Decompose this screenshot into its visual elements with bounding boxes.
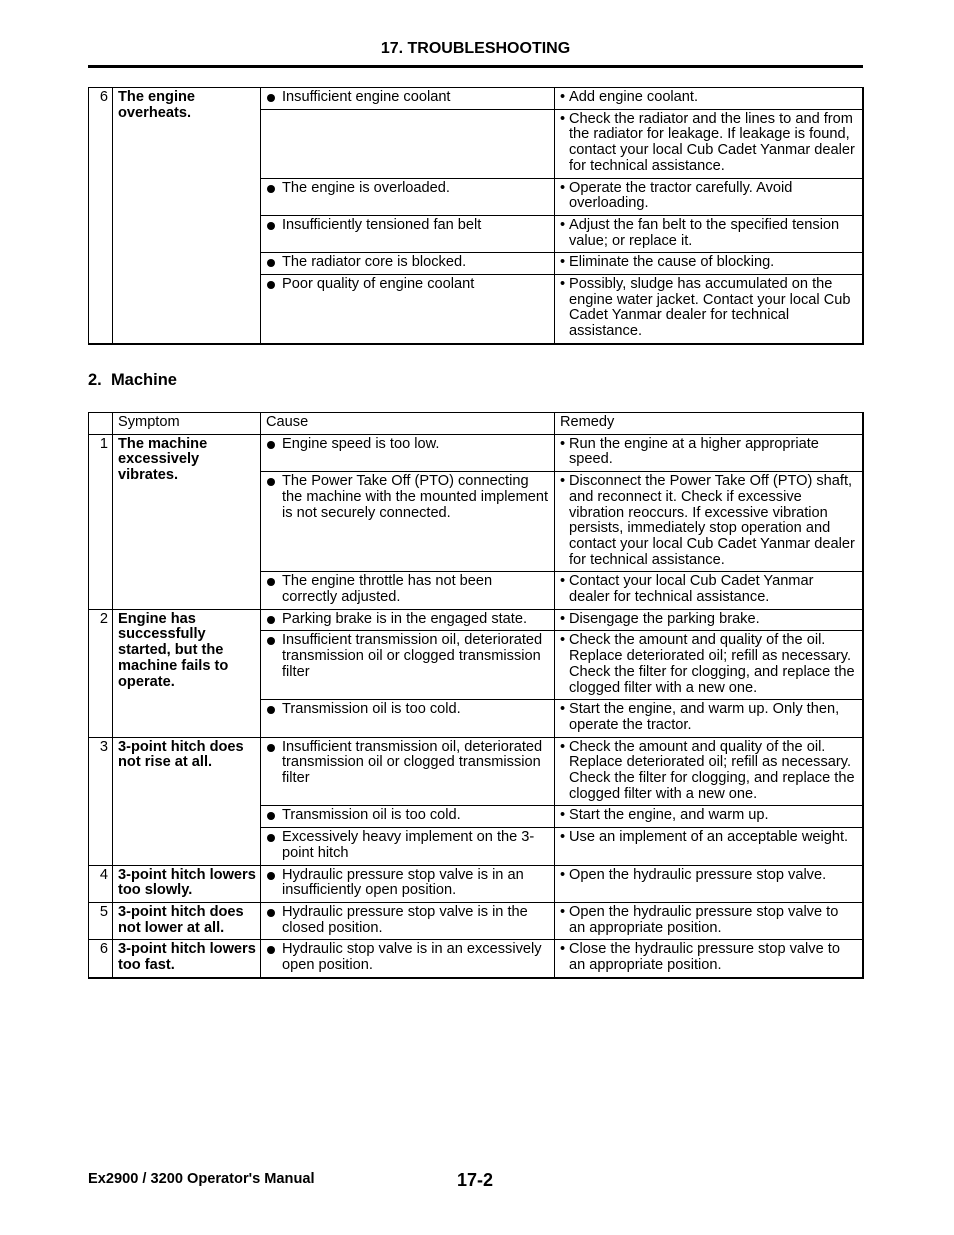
symptom-cell: Engine has successfully started, but the machine fails to operate. (113, 609, 261, 737)
remedy-cell (555, 609, 863, 631)
bullet-icon: • (560, 89, 566, 105)
row-number: 6 (89, 940, 113, 978)
remedy-cell (555, 902, 863, 939)
bullet-icon: • (560, 254, 566, 271)
cause-cell (261, 215, 555, 252)
remedy-text: Check the radiator and the lines to and from the radiator for leakage. If leakage is found, contact your local Cub Cadet Yanmar dealer for technical assistance. (569, 110, 855, 174)
bullet-icon: • (560, 807, 566, 824)
remedy-text: Start the engine, and warm up. (569, 807, 769, 824)
table-row (89, 737, 863, 806)
cause-item (266, 702, 550, 718)
section-name: Machine (110, 371, 177, 389)
symptom-cell: The machine excessively vibrates. (113, 434, 261, 609)
remedy-item (560, 740, 858, 803)
remedy-cell (555, 865, 863, 902)
table-row (89, 434, 863, 471)
cause-text: Hydraulic stop valve is in an excessively open position. (282, 941, 542, 974)
cause-text: Hydraulic pressure stop valve is in an insufficiently open position. (282, 866, 524, 899)
cause-item (266, 181, 550, 197)
row-number: 5 (89, 902, 113, 939)
page-header-title: 17. TROUBLESHOOTING (380, 40, 571, 57)
bullet-icon: • (560, 829, 566, 846)
footer-manual-title: Ex2900 / 3200 Operator's Manual (88, 1171, 315, 1187)
cause-item (266, 474, 550, 521)
bullet-icon: • (560, 941, 566, 958)
bullet-dot-icon (267, 478, 275, 486)
remedy-item (560, 868, 858, 884)
remedy-text: Disconnect the Power Take Off (PTO) shaft, and reconnect it. Check if excessive vibration reoccurs. If excessive vibration persists, immediately stop operation and contact your local Cub Cadet Yanmar dealer for technical assistance. (569, 473, 855, 568)
table1-body (89, 88, 863, 344)
remedy-cell (555, 631, 863, 700)
row-number: 4 (89, 865, 113, 902)
remedy-item (560, 830, 858, 846)
cause-text: Parking brake is in the engaged state. (282, 610, 528, 627)
header-rule (88, 65, 863, 68)
cause-text: The engine is overloaded. (282, 179, 450, 196)
bullet-dot-icon (267, 222, 275, 230)
remedy-item (560, 277, 858, 340)
remedy-text: Disengage the parking brake. (569, 610, 760, 627)
cause-cell (261, 865, 555, 902)
cause-cell (261, 253, 555, 275)
remedy-cell (555, 737, 863, 806)
cause-text: The Power Take Off (PTO) connecting the machine with the mounted implement is not securely connected. (282, 473, 549, 521)
cause-cell (261, 434, 555, 471)
bullet-icon: • (560, 435, 566, 452)
cause-item (266, 574, 550, 605)
bullet-icon: • (560, 573, 566, 590)
symptom-cell: 3-point hitch does not rise at all. (113, 737, 261, 865)
row-number: 2 (89, 609, 113, 737)
remedy-text: Use an implement of an acceptable weight. (569, 829, 849, 846)
row-number: 3 (89, 737, 113, 865)
remedy-item (560, 702, 858, 733)
bullet-icon: • (560, 903, 566, 920)
remedy-text: Possibly, sludge has accumulated on the engine water jacket. Contact your local Cub Cadet Yanmar dealer for technical assistance. (569, 276, 851, 340)
bullet-dot-icon (267, 616, 275, 624)
header-remedy: Remedy (555, 413, 863, 435)
cause-item (266, 868, 550, 899)
bullet-icon: • (560, 473, 566, 490)
cause-item (266, 633, 550, 680)
remedy-text: Adjust the fan belt to the specified tension value; or replace it. (569, 216, 840, 249)
cause-item (266, 942, 550, 973)
cause-cell (261, 806, 555, 828)
symptom-cell: 3-point hitch does not lower at all. (113, 902, 261, 939)
cause-cell (261, 700, 555, 737)
remedy-item (560, 90, 858, 106)
section-number: 2. (88, 371, 102, 389)
cause-text: Insufficient transmission oil, deteriorated transmission oil or clogged transmission filter (282, 738, 543, 787)
cause-item (266, 740, 550, 787)
remedy-cell (555, 572, 863, 609)
bullet-icon: • (560, 110, 566, 127)
bullet-icon: • (560, 276, 566, 293)
remedy-item (560, 905, 858, 936)
bullet-dot-icon (267, 909, 275, 917)
bullet-dot-icon (267, 812, 275, 820)
header-cause: Cause (261, 413, 555, 435)
remedy-cell (555, 253, 863, 275)
remedy-text: Open the hydraulic pressure stop valve. (569, 866, 827, 883)
row-number: 6 (89, 88, 113, 344)
section-title (88, 371, 177, 390)
cause-text: Insufficiently tensioned fan belt (282, 216, 482, 233)
cause-item (266, 218, 550, 234)
table-row (89, 865, 863, 902)
bullet-icon: • (560, 216, 566, 233)
troubleshooting-table-engine (88, 87, 864, 345)
cause-text: Engine speed is too low. (282, 435, 440, 452)
remedy-cell (555, 700, 863, 737)
header-number-cell (89, 413, 113, 435)
remedy-text: Check the amount and quality of the oil. Replace deteriorated oil; refill as necessary. Check the filter for clogging, and replace the clogged filter with a new one. (569, 632, 855, 696)
table2-body (89, 434, 863, 978)
bullet-dot-icon (267, 872, 275, 880)
cause-cell (261, 631, 555, 700)
remedy-cell (555, 275, 863, 344)
remedy-item (560, 255, 858, 271)
bullet-icon: • (560, 866, 566, 883)
remedy-text: Close the hydraulic pressure stop valve to an appropriate position. (569, 941, 840, 974)
bullet-icon: • (560, 179, 566, 196)
cause-item (266, 255, 550, 271)
cause-text: Hydraulic pressure stop valve is in the closed position. (282, 903, 528, 936)
cause-text: Poor quality of engine coolant (282, 276, 475, 293)
remedy-text: Add engine coolant. (569, 89, 699, 105)
cause-item (266, 612, 550, 628)
bullet-dot-icon (267, 706, 275, 714)
bullet-dot-icon (267, 281, 275, 289)
symptom-cell: 3-point hitch lowers too slowly. (113, 865, 261, 902)
bullet-icon: • (560, 738, 566, 755)
remedy-text: Contact your local Cub Cadet Yanmar dealer for technical assistance. (569, 573, 814, 606)
remedy-item (560, 218, 858, 249)
bullet-dot-icon (267, 834, 275, 842)
header-symptom: Symptom (113, 413, 261, 435)
remedy-item (560, 112, 858, 175)
remedy-item (560, 181, 858, 212)
cause-text: Transmission oil is too cold. (282, 701, 461, 718)
remedy-item (560, 612, 858, 628)
remedy-item (560, 474, 858, 568)
cause-text: Insufficient transmission oil, deteriorated transmission oil or clogged transmission filter (282, 632, 543, 680)
remedy-cell (555, 806, 863, 828)
cause-cell (261, 609, 555, 631)
cause-item (266, 830, 550, 861)
bullet-dot-icon (267, 946, 275, 954)
table-row (89, 609, 863, 631)
cause-item (266, 808, 550, 824)
cause-text: Insufficient engine coolant (282, 89, 451, 105)
bullet-icon: • (560, 632, 566, 649)
cause-item (266, 905, 550, 936)
remedy-cell (555, 940, 863, 978)
cause-cell (261, 902, 555, 939)
remedy-cell (555, 472, 863, 572)
bullet-dot-icon (267, 185, 275, 193)
table-row (89, 88, 863, 110)
remedy-cell (555, 828, 863, 865)
cause-cell (261, 88, 555, 110)
table-header-row (89, 413, 863, 435)
remedy-item (560, 437, 858, 468)
remedy-item (560, 942, 858, 973)
bullet-dot-icon (267, 441, 275, 449)
cause-item (266, 90, 550, 106)
row-number: 1 (89, 434, 113, 609)
cause-cell (261, 828, 555, 865)
remedy-cell (555, 178, 863, 215)
cause-text: The radiator core is blocked. (282, 254, 467, 271)
cause-cell (261, 109, 555, 178)
bullet-dot-icon (267, 744, 275, 752)
remedy-cell (555, 88, 863, 110)
remedy-text: Check the amount and quality of the oil. Replace deteriorated oil; refill as necessary. Check the filter for clogging, and replace the clogged filter with a new one. (569, 738, 855, 802)
remedy-text: Open the hydraulic pressure stop valve to an appropriate position. (569, 903, 839, 936)
bullet-dot-icon (267, 94, 275, 102)
symptom-cell: The engine overheats. (113, 88, 261, 344)
cause-cell (261, 737, 555, 806)
cause-cell (261, 572, 555, 609)
bullet-icon: • (560, 610, 566, 627)
bullet-dot-icon (267, 637, 275, 645)
cause-cell (261, 275, 555, 344)
bullet-dot-icon (267, 578, 275, 586)
footer-page-number: 17-2 (457, 1170, 494, 1190)
remedy-item (560, 633, 858, 696)
remedy-cell (555, 434, 863, 471)
remedy-text: Run the engine at a higher appropriate speed. (569, 435, 819, 468)
cause-item (266, 277, 550, 293)
remedy-text: Start the engine, and warm up. Only then, operate the tractor. (569, 701, 840, 733)
troubleshooting-table-machine (88, 412, 864, 979)
cause-cell (261, 178, 555, 215)
cause-text: Transmission oil is too cold. (282, 807, 461, 824)
cause-cell (261, 472, 555, 572)
cause-cell (261, 940, 555, 978)
remedy-item (560, 808, 858, 824)
bullet-icon: • (560, 701, 566, 718)
remedy-text: Operate the tractor carefully. Avoid overloading. (569, 179, 793, 212)
bullet-dot-icon (267, 259, 275, 267)
remedy-item (560, 574, 858, 605)
remedy-text: Eliminate the cause of blocking. (569, 254, 775, 271)
table-row (89, 940, 863, 978)
symptom-cell: 3-point hitch lowers too fast. (113, 940, 261, 978)
cause-text: Excessively heavy implement on the 3-point hitch (282, 829, 535, 861)
cause-item (266, 437, 550, 453)
cause-text: The engine throttle has not been correctly adjusted. (282, 573, 493, 606)
remedy-cell (555, 109, 863, 178)
remedy-cell (555, 215, 863, 252)
table-row (89, 902, 863, 939)
